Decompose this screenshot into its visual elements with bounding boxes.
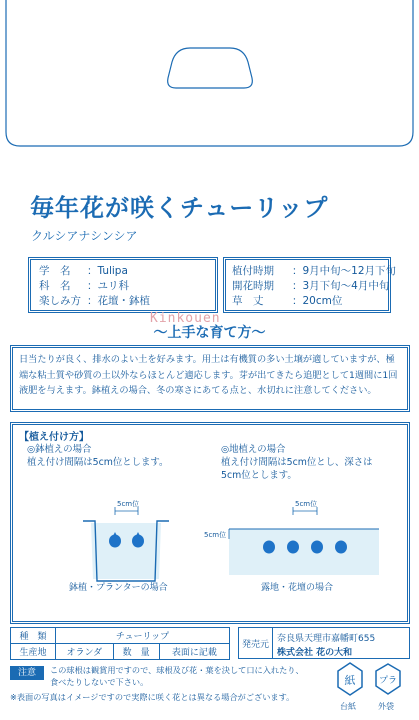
watermark: Kinkouen — [150, 311, 221, 326]
plastic-recycle-label: 外袋 — [378, 702, 394, 711]
distributor-label: 発売元 — [239, 628, 273, 658]
paper-recycle-icon — [334, 661, 366, 699]
ground-spacing-label: 5cm位 — [295, 500, 318, 508]
bulb-icon — [263, 541, 275, 554]
info-row: 開花時期 ：3月下旬〜4月中旬 — [232, 280, 390, 292]
product-table — [10, 627, 230, 660]
info-row: 草 丈 ：20cm位 — [232, 295, 343, 307]
info-row: 学 名 ：Tulipa — [39, 265, 128, 277]
image-disclaimer: ※表面の写真はイメージですので実際に咲く花とは異なる場合がございます。 — [10, 692, 295, 702]
ground-instructions: ◎地植えの場合 植え付け間隔は5cm位とし、深さは 5cm位とします。 — [221, 444, 373, 481]
distributor-address: 奈良県天理市嘉幡町655 — [277, 634, 376, 644]
table-row: 種 類 チューリップ — [11, 628, 230, 644]
bulb-icon — [109, 535, 121, 548]
pot-caption: 鉢植・プランターの場合 — [69, 583, 168, 593]
table-row: 生産地 オランダ 数 量 表面に記載 — [11, 644, 230, 660]
distributor-box — [238, 627, 410, 659]
info-row: 科 名 ：ユリ科 — [39, 280, 129, 292]
hang-tab — [0, 0, 419, 150]
product-title: 毎年花が咲くチューリップ — [30, 194, 329, 222]
plastic-recycle-icon — [372, 661, 404, 699]
pot-diagram — [83, 499, 169, 581]
care-text: 日当たりが良く、排水のよい土を好みます。用土は有機質の多い土壌が適していますが、極端な粘土質や砂質の土以外ならほとんど適応します。芽が出てきたら追肥として1週間に1回液肥を与えます。鉢植えの場合、冬の寒さにあてる点と、水切れに注意してください。 — [10, 345, 410, 412]
pot-spacing-label: 5cm位 — [117, 500, 140, 508]
info-row: 植付時期 ：9月中旬〜12月下旬 — [232, 265, 397, 277]
svg-text:紙: 紙 — [344, 674, 356, 687]
ground-depth-label: 5cm位 — [204, 531, 227, 539]
planting-box — [10, 422, 410, 624]
caution-label: 注意 — [10, 666, 44, 680]
care-heading: 〜上手な育て方〜 — [153, 325, 266, 341]
bulb-icon — [311, 541, 323, 554]
distributor-company: 株式会社 花の大和 — [277, 648, 353, 658]
info-box-right — [223, 257, 397, 313]
caution-text: この球根は観賞用ですので、球根及び花・葉を決して口に入れたり、食べたりしないで下さい。 — [50, 665, 304, 687]
product-subtitle: クルシアナシンシア — [31, 229, 138, 243]
ground-diagram — [204, 499, 379, 575]
ground-caption: 露地・花壇の場合 — [261, 583, 334, 593]
pot-instructions: ◎鉢植えの場合 植え付け間隔は5cm位とします。 — [27, 444, 169, 468]
paper-recycle-label: 台紙 — [340, 702, 356, 711]
bulb-icon — [132, 535, 144, 548]
bulb-icon — [335, 541, 347, 554]
info-box-left — [28, 257, 218, 313]
bulb-icon — [287, 541, 299, 554]
info-row: 楽しみ方 ：花壇・鉢植 — [39, 295, 150, 307]
svg-text:プラ: プラ — [378, 676, 398, 686]
planting-heading: 【植え付け方】 — [19, 432, 89, 443]
